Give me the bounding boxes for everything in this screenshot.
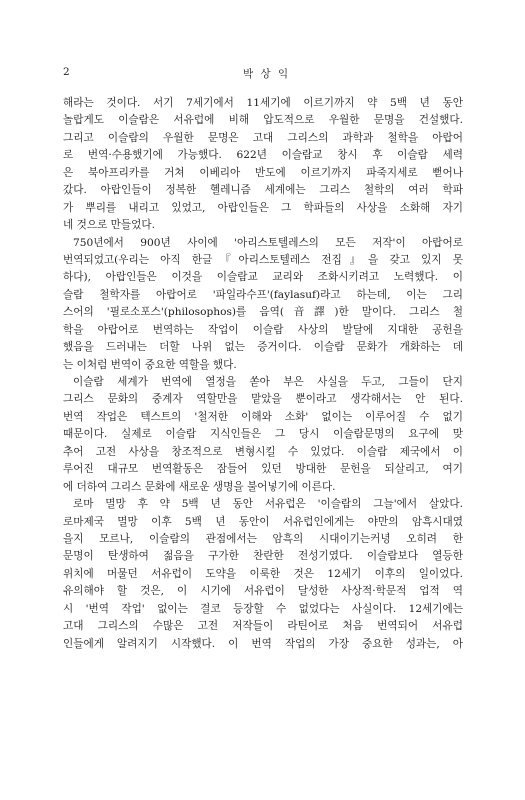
- text-line: 그리스 문화의 중계자 역할만을 맡았을 뿐이라고 생각해서는 안 된다.: [63, 393, 463, 406]
- text-line: 스어의 '필로소포스'(philosophos)를 음역(音譯)한 말이다. 그리스 철: [63, 306, 463, 319]
- text-line: 위치에 머물던 서유럽이 도약을 이룩한 것은 12세기 이후의 일이었다.: [63, 567, 463, 580]
- text-line: 750년에서 900년 사이에 '아리스토텔레스의 모든 저작'이 아랍어로: [73, 236, 463, 249]
- text-line: 이슬람 세계가 번역에 열정을 쏟아 부은 사실을 두고, 그들이 단지: [73, 376, 463, 388]
- text-line: 번역 작업은 텍스트의 '철저한 이해와 소화' 없이는 이루어질 수 없기: [63, 410, 463, 423]
- page-header: [63, 66, 463, 80]
- text-line: 유의해야 할 것은, 이 시기에 서유럽이 달성한 사상적·학문적 업적 역: [63, 585, 463, 598]
- text-line: 그리고 이슬람의 우월한 문명은 고대 그리스의 과학과 철학을 아랍어: [63, 131, 463, 144]
- text-line: 번역되었고(우리는 아직 한글『아리스토텔레스 전집』을 갖고 있지 못: [63, 253, 463, 266]
- text-line: 학을 아랍어로 번역하는 작업이 이슬람 사상의 발달에 지대한 공헌을: [63, 323, 463, 336]
- text-line: 가 뿌리를 내리고 있었고, 아랍인들은 그 학파들의 사상을 소화해 자기: [63, 201, 463, 214]
- text-line: 을지 모르나, 이슬람의 관점에서는 암흑의 시대이기는커녕 오히려 한: [63, 532, 463, 545]
- text-line: 하다), 아랍인들은 이것을 이슬람교 교리와 조화시키려고 노력했다. 이: [63, 271, 463, 284]
- page-number: 2: [63, 66, 70, 78]
- text-line: 네 것으로 만들었다.: [63, 219, 155, 232]
- text-line: 루어진 대규모 번역활동은 잠들어 있던 방대한 문헌을 되살리고, 여기: [63, 463, 463, 476]
- text-line: 인들에게 알려지기 시작했다. 이 번역 작업의 가장 중요한 성과는, 아: [63, 637, 463, 650]
- text-line: 때문이다. 실제로 이슬람 지식인들은 그 당시 이슬람문명의 요구에 맞: [63, 428, 463, 441]
- text-line: 로 번역·수용했기에 가능했다. 622년 이슬람교 창시 후 이슬람 세력: [63, 149, 463, 162]
- text-line: 해라는 것이다. 서기 7세기에서 11세기에 이르기까지 약 5백 년 동안: [63, 97, 463, 109]
- text-line: 슬람 철학자를 아랍어로 '파일라수프'(faylasuf)라고 하는데, 이는 그리: [63, 288, 463, 301]
- running-head-author: 박 상 익: [243, 68, 291, 80]
- text-line: 시 '번역 작업' 없이는 결코 등장할 수 없었다는 사실이다. 12세기에는: [63, 602, 463, 615]
- text-line: 추어 고전 사상을 창조적으로 변형시킬 수 있었다. 이슬람 제국에서 이: [63, 445, 463, 458]
- text-line: 는 이처럼 번역이 중요한 역할을 했다.: [63, 358, 237, 371]
- text-line: 로마 멸망 후 약 5백 년 동안 서유럽은 '이슬람의 그늘'에서 살았다.: [73, 498, 463, 511]
- body-text: [63, 95, 463, 653]
- text-line: 은 북아프리카를 거쳐 이베리아 반도에 이르기까지 파죽지세로 뻗어나: [63, 166, 463, 179]
- text-line: 에 더하여 그리스 문화에 새로운 생명을 불어넣기에 이른다.: [63, 480, 336, 493]
- text-line: 놀랍게도 이슬람은 서유럽에 비해 압도적으로 우월한 문명을 건설했다.: [63, 114, 463, 127]
- text-line: 고대 그리스의 수많은 고전 저작들이 라틴어로 처음 번역되어 서유럽: [63, 620, 463, 633]
- text-line: 갔다. 아랍인들이 정복한 헬레니즘 세계에는 그리스 철학의 여러 학파: [63, 184, 463, 197]
- text-line: 로마제국 멸망 이후 5백 년 동안이 서유럽인에게는 야만의 암흑시대였: [63, 515, 463, 528]
- text-line: 했음을 드러내는 더할 나위 없는 증거이다. 이슬람 문화가 개화하는 데: [63, 341, 463, 354]
- text-line: 문명이 탄생하여 젊음을 구가한 찬란한 전성기였다. 이슬람보다 열등한: [63, 550, 463, 563]
